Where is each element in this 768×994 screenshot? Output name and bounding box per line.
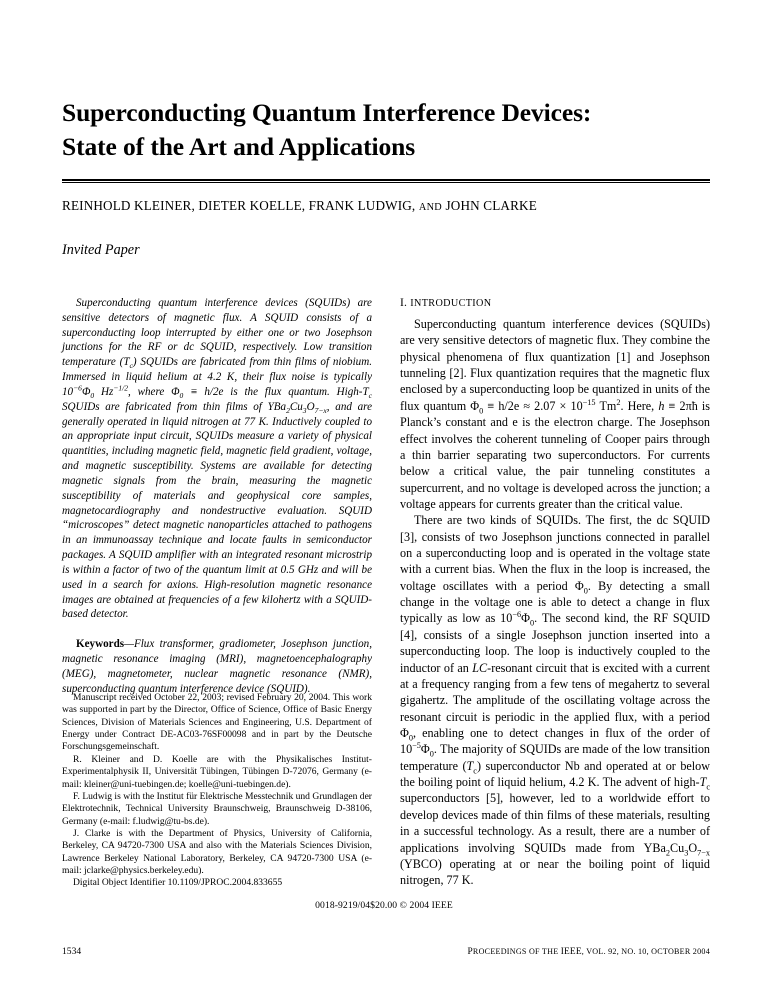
high-tc-subscript: c (368, 391, 372, 401)
intro-p2-tc-2-sub: c (706, 782, 710, 792)
intro-p2-text-b: . By detecting a small change in the voltage one is able to detect a change in flux typically as low as 10 (400, 578, 711, 626)
intro-p2-text-f: . The majority of SQUIDs are made of the low transition temperature ( (400, 742, 710, 773)
running-head (468, 947, 711, 957)
phi-symbol-1: Φ (81, 385, 91, 398)
abstract-text-2: ) SQUIDs are fabricated from thin films of niobium. Immersed in liquid helium at 4.2 K, their flux noise is typically 10 (62, 356, 372, 398)
footnote-affiliation-ludwig: F. Ludwig is with the Institut für Elektrische Messtechnik und Grundlagen der Elektrotechnik, Technical University Braunschweig, Braunschweig D-38106, Germany (e-mail: f.ludwig@tu-bs.de). (62, 790, 372, 827)
author-conjunction: AND (418, 202, 443, 214)
lc-circuit-symbol: LC (472, 660, 488, 675)
footnote-affiliation-kleiner-koelle: R. Kleiner and D. Koelle are with the Physikalisches Institut-Experimentalphysik II, Universität Tübingen, Tübingen D-72076, Germany (e-mail: kleiner@uni-tuebingen.de; koelle@uni-tuebingen.de). (62, 753, 372, 790)
running-head-ieee: IEEE (560, 947, 582, 957)
intro-p2-text-g: ) superconductor Nb and operated at or below the boiling point of liquid helium, 4.2 K. The advent of high- (400, 758, 710, 790)
intro-p2-exp-2: −5 (412, 741, 421, 751)
page-title (62, 96, 710, 163)
intro-p2-text-i: (YBCO) operating at or near the boiling point of liquid nitrogen, 77 K. (400, 856, 710, 888)
ybco-o: O (306, 400, 315, 413)
intro-p2-tc-1: T (466, 758, 474, 773)
intro-p2-text-c: . The second kind, the RF SQUID [4], consists of a single Josephson junction inserted into a superconducting loop. The loop is inductively coupled to the inductor of an (400, 611, 710, 675)
intro-p2-phi-3: Φ (400, 725, 409, 740)
page-number: 1534 (62, 946, 82, 957)
intro-p2-tc-2: T (699, 775, 707, 790)
intro-p2-text-h: superconductors [5], however, led to a worldwide effort to develop devices made of thin films of these materials, resulting in a successful technology. As a result, there are a number of applications involving SQUIDs made from YBa (400, 791, 710, 855)
intro-p2-phi-4-sub: 0 (429, 749, 434, 759)
intro-ybco-sub-3: 3 (684, 847, 689, 857)
abstract-paragraph (62, 296, 372, 622)
intro-p2-phi-1: Φ (574, 578, 584, 593)
hz-exponent: −1/2 (113, 383, 129, 393)
paper-title-line-1: Superconducting Quantum Interference Devices: (62, 98, 592, 127)
paper-title-line-2: State of the Art and Applications (62, 131, 416, 161)
left-column (62, 296, 372, 697)
section-number: I. (400, 296, 408, 309)
title-block (62, 96, 710, 259)
footnote-manuscript-history: Manuscript received October 22, 2003; revised February 20, 2004. This work was supported in part by the Director, Office of Science, Office of Basic Energy Sciences, Division of Materials Sciences and Engineering, U.S. Department of Energy under Contract DE-AC03-76SF00098 and in part by the Deutsche Forschungsgemeinschaft. (62, 692, 372, 753)
abstract-text-7: , and are generally operated in liquid nitrogen at 77 K. Inductively coupled to an appropriate input circuit, SQUIDs measure a variety of physical quantities, including magnetic field, magnetic field gradient, voltage, and magnetic susceptibility. Systems are available for detecting magnetic signals from the brain, measuring the magnetic susceptibility of materials and geophysical core samples, magnetocardiography and nondestructive evaluation. SQUID “microscopes” detect magnetic nanoparticles attached to pathogens in an immunoassay technique and locate faults in semiconductor packages. A SQUID amplifier with an integrated resonant microstrip is within a factor of two of the quantum limit at 0.5 GHz and will be used in a search for axions. High-resolution magnetic resonance images are obtained at frequencies of a few kilohertz with a SQUID-based detector. (62, 400, 373, 621)
intro-p1-text-d: . Here, (620, 398, 659, 413)
keywords-dash: — (124, 638, 134, 651)
intro-tm-squared: 2 (616, 397, 621, 407)
intro-ybco-cu: Cu (670, 840, 685, 855)
intro-p2-exp-1: −6 (512, 610, 522, 620)
footnote-doi: Digital Object Identifier 10.1109/JPROC.2004.833655 (73, 877, 283, 889)
abstract-text-3: Hz (94, 385, 114, 398)
intro-ybco-o: O (688, 840, 698, 855)
high-tc-symbol: T (362, 385, 369, 398)
author-names-last: JOHN CLARKE (442, 198, 537, 214)
flux-noise-exponent: −6 (73, 383, 82, 393)
abstract-text-1: Superconducting quantum interference devices (SQUIDs) are sensitive detectors of magnetic flux. A SQUID consists of a superconducting loop interrupted by either one or two Josephson junctions for the RF or dc SQUID, respectively. Low transition temperature ( (62, 297, 372, 369)
running-head-body: ROCEEDINGS OF THE (472, 947, 561, 956)
ybco-sub-7x: 7−x (314, 406, 327, 416)
intro-p1-text-a: Superconducting quantum interference devices (SQUIDs) are very sensitive detectors of magnetic flux. They combine the physical phenomena of flux quantization [1] and Josephson tunneling [2]. Flux quantization requires that the magnetic flux enclosed by a superconducting loop be quantized in units of the flux quantum (400, 317, 710, 413)
intro-p2-text-d: -resonant circuit that is excited with a current at a frequency ranging from a few tens of megahertz to several gigahertz. The amplitude of the oscillating voltage across the resonant circuit is periodic in the applied flux, with a period (400, 660, 710, 724)
ybco-cu: Cu (289, 400, 303, 413)
right-column (400, 296, 710, 889)
intro-paragraph-1 (400, 316, 710, 512)
author-list (62, 197, 710, 214)
copyright-line: 0018-9219/04$20.00 © 2004 IEEE (315, 900, 453, 911)
tc-symbol: T (123, 356, 130, 369)
phi-subscript-2: 0 (179, 391, 184, 401)
section-title: INTRODUCTION (410, 298, 492, 309)
intro-p2-phi-3-sub: 0 (408, 733, 413, 743)
abstract-text-4: , where (128, 385, 172, 398)
intro-p2-tc-1-sub: c (473, 766, 477, 776)
running-head-initial: P (467, 947, 473, 957)
intro-p2-phi-2: Φ (521, 611, 530, 626)
intro-ybco-sub-7x: 7−x (697, 847, 710, 857)
intro-p1-text-c: Tm (595, 398, 617, 413)
intro-p2-text-a: There are two kinds of SQUIDs. The first, the dc SQUID [3], consists of two Josephson junctions connected in parallel on a superconducting loop and is operated in the voltage state with a current bias. When the flux in the loop is increased, the voltage oscillates with a period (400, 513, 710, 593)
keywords-paragraph (62, 637, 372, 696)
ybco-sub-3: 3 (302, 406, 307, 416)
tc-subscript: c (129, 361, 133, 371)
phi-symbol-2: Φ (171, 385, 180, 398)
keywords-label: Keywords (76, 638, 125, 651)
abstract-text-6: SQUIDs are fabricated from thin films of YBa (62, 400, 287, 413)
running-head-volume-info: , VOL. 92, NO. 10, OCTOBER 2004 (581, 947, 710, 956)
intro-p1-text-e: ≡ 2πħ is Planck’s constant and e is the electron charge. The Josephson effect involves the coherent tunneling of Cooper pairs through a thin barrier separating two superconductors. For currents below a critical value, the pair tunneling constitutes a supercurrent, and no voltage is developed across the junction; a voltage appears for currents greater than the critical value. (400, 398, 710, 511)
intro-p2-text-e: , enabling one to detect changes in flux of the order of 10 (400, 725, 710, 757)
intro-p1-text-b: ≡ h/2e ≈ 2.07 × 10 (483, 398, 583, 413)
phi-subscript-1: 0 (90, 391, 95, 401)
intro-flux-exponent: −15 (582, 397, 596, 407)
planck-h-symbol: h (658, 398, 665, 413)
abstract-text-5: ≡ h/2e is the flux quantum. High- (183, 385, 363, 398)
intro-p2-phi-2-sub: 0 (529, 618, 535, 628)
title-divider-rule (62, 179, 710, 183)
footnote-block (62, 692, 372, 890)
intro-phi-symbol: Φ (470, 398, 480, 413)
intro-paragraph-2 (400, 512, 710, 888)
ybco-sub-2: 2 (286, 406, 290, 416)
section-heading-introduction (400, 296, 710, 309)
intro-p2-phi-4: Φ (420, 742, 430, 757)
intro-p2-phi-1-sub: 0 (583, 586, 588, 596)
invited-paper-label: Invited Paper (62, 241, 140, 258)
intro-phi-subscript: 0 (479, 406, 484, 416)
intro-ybco-sub-2: 2 (665, 847, 671, 857)
footnote-affiliation-clarke: J. Clarke is with the Department of Physics, University of California, Berkeley, CA 94720-7300 USA and also with the Materials Sciences Division, Lawrence Berkeley National Laboratory, Berkeley, CA 94720-7300 USA (e-mail: jclarke@physics.berkeley.edu). (62, 827, 372, 877)
page-footer (62, 946, 710, 957)
keywords-text: Flux transformer, gradiometer, Josephson junction, magnetic resonance imaging (MRI), magnetoencephalography (MEG), magnetometer, nuclear magnetic resonance (NMR), superconducting quantum interference device (SQUID). (62, 638, 372, 695)
author-names-primary: REINHOLD KLEINER, DIETER KOELLE, FRANK LUDWIG, (62, 198, 419, 214)
